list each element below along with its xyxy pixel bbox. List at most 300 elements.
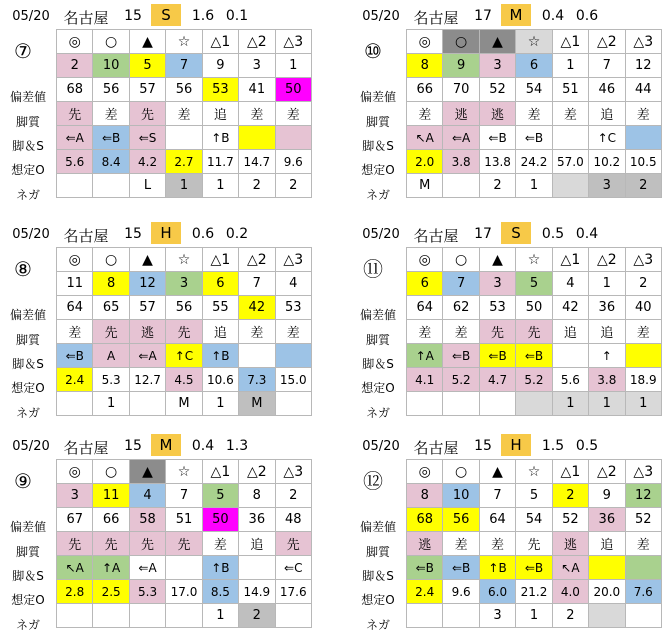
legs-cell <box>166 126 202 150</box>
running-style-cell: 逃 <box>479 102 515 126</box>
row-label: 脚＆S <box>362 569 394 583</box>
race-venue: 名古屋 <box>63 227 109 245</box>
row-label: 偏差値 <box>9 520 46 534</box>
running-style-cell: 差 <box>275 320 311 344</box>
odds-cell: 13.8 <box>479 150 515 174</box>
deviation-cell: 65 <box>93 296 129 320</box>
running-style-cell: 追 <box>239 532 275 556</box>
nega-cell <box>443 392 479 416</box>
grid-row <box>407 54 662 78</box>
running-style-cell: 追 <box>202 320 238 344</box>
grid-row <box>57 508 312 532</box>
mark-cell: △1 <box>552 460 588 484</box>
mark-cell: △3 <box>625 248 661 272</box>
row-label: 偏差値 <box>359 308 396 322</box>
mark-cell: ▲ <box>129 248 165 272</box>
nega-cell <box>275 392 311 416</box>
nega-cell <box>407 604 443 628</box>
running-style-cell: 差 <box>552 102 588 126</box>
race-header <box>350 220 662 246</box>
grid-row <box>57 150 312 174</box>
runner-count: 15 <box>124 226 142 242</box>
grid-row <box>57 78 312 102</box>
deviation-cell: 54 <box>516 78 552 102</box>
grid-row <box>407 320 662 344</box>
race-date: 05/20 <box>12 439 50 454</box>
running-style-cell: 先 <box>516 532 552 556</box>
deviation-cell: 42 <box>239 296 275 320</box>
race-grade: H <box>151 222 181 244</box>
legs-cell: ⇐B <box>516 126 552 150</box>
deviation-cell: 41 <box>239 78 275 102</box>
running-style-cell: 追 <box>552 320 588 344</box>
grid-row <box>57 248 312 272</box>
race-value-1: 0.5 <box>541 226 565 242</box>
horse-number-cell: 9 <box>589 484 625 508</box>
deviation-cell: 52 <box>479 78 515 102</box>
grid-row <box>407 78 662 102</box>
odds-cell: 5.3 <box>129 580 165 604</box>
race-value-1: 1.5 <box>541 438 565 454</box>
running-style-cell: 追 <box>589 102 625 126</box>
race-grade: M <box>501 4 531 26</box>
mark-cell: ☆ <box>516 30 552 54</box>
horse-number-cell: 9 <box>202 54 238 78</box>
nega-cell: 1 <box>166 174 202 198</box>
nega-cell: 2 <box>275 174 311 198</box>
grid-row <box>407 532 662 556</box>
race-value-2: 0.5 <box>575 438 599 454</box>
odds-cell: 11.7 <box>202 150 238 174</box>
race-venue: 名古屋 <box>63 9 109 27</box>
race-number: ⑦ <box>14 39 32 63</box>
race-number: ⑪ <box>363 257 383 281</box>
horse-number-cell: 7 <box>479 484 515 508</box>
mark-cell: △3 <box>625 30 661 54</box>
legs-cell <box>275 126 311 150</box>
horse-number-cell: 3 <box>57 484 93 508</box>
odds-cell: 4.1 <box>407 368 443 392</box>
legs-cell: ↑C <box>166 344 202 368</box>
grid-row <box>407 174 662 198</box>
legs-cell <box>239 344 275 368</box>
grid-row <box>407 150 662 174</box>
mark-cell: ◎ <box>407 248 443 272</box>
runner-count: 17 <box>474 226 492 242</box>
nega-cell: 2 <box>479 174 515 198</box>
race-number: ⑨ <box>14 469 32 493</box>
grid-row <box>57 126 312 150</box>
nega-cell: 2 <box>239 174 275 198</box>
legs-cell <box>552 344 588 368</box>
race-value-1: 1.6 <box>191 8 215 24</box>
runner-count: 17 <box>474 8 492 24</box>
nega-cell <box>93 604 129 628</box>
row-label: 想定O <box>361 381 395 395</box>
legs-cell: ⇐B <box>516 344 552 368</box>
mark-cell: △2 <box>239 30 275 54</box>
race-header <box>350 432 662 458</box>
nega-cell: 1 <box>93 392 129 416</box>
grid-row <box>407 556 662 580</box>
row-label: 脚＆S <box>362 139 394 153</box>
running-style-cell: 追 <box>589 532 625 556</box>
legs-cell: ⇐B <box>479 344 515 368</box>
horse-number-cell: 9 <box>443 54 479 78</box>
mark-cell: ◎ <box>407 460 443 484</box>
running-style-cell: 差 <box>202 532 238 556</box>
mark-cell: ▲ <box>479 30 515 54</box>
legs-cell: ↑B <box>479 556 515 580</box>
horse-number-cell: 7 <box>166 54 202 78</box>
horse-number-cell: 10 <box>93 54 129 78</box>
race-panel <box>0 220 312 425</box>
nega-cell <box>407 392 443 416</box>
deviation-cell: 42 <box>552 296 588 320</box>
odds-cell: 4.2 <box>129 150 165 174</box>
horse-number-cell: 8 <box>407 484 443 508</box>
deviation-cell: 46 <box>589 78 625 102</box>
deviation-cell: 70 <box>443 78 479 102</box>
row-label: 偏差値 <box>9 308 46 322</box>
deviation-cell: 44 <box>625 78 661 102</box>
running-style-cell: 差 <box>479 532 515 556</box>
row-label: 想定O <box>11 381 45 395</box>
legs-cell: ⇐B <box>407 556 443 580</box>
running-style-cell: 逃 <box>129 320 165 344</box>
mark-cell: ▲ <box>479 460 515 484</box>
odds-cell: 10.5 <box>625 150 661 174</box>
row-label: 偏差値 <box>9 90 46 104</box>
deviation-cell: 68 <box>407 508 443 532</box>
running-style-cell: 差 <box>57 320 93 344</box>
deviation-cell: 64 <box>479 508 515 532</box>
grid-row <box>57 392 312 416</box>
horse-number-cell: 3 <box>239 54 275 78</box>
race-grade: S <box>151 4 181 26</box>
race-value-2: 1.3 <box>225 438 249 454</box>
running-style-cell: 逃 <box>552 532 588 556</box>
grid-row <box>57 604 312 628</box>
mark-cell: △3 <box>275 248 311 272</box>
row-label: ネガ <box>365 406 390 420</box>
nega-cell <box>129 392 165 416</box>
mark-cell: ◎ <box>57 30 93 54</box>
deviation-cell: 51 <box>166 508 202 532</box>
deviation-cell: 56 <box>443 508 479 532</box>
running-style-cell: 先 <box>275 532 311 556</box>
mark-cell: ○ <box>93 30 129 54</box>
deviation-cell: 50 <box>202 508 238 532</box>
mark-cell: △2 <box>589 248 625 272</box>
deviation-cell: 36 <box>589 296 625 320</box>
nega-cell <box>93 174 129 198</box>
nega-cell: M <box>166 392 202 416</box>
legs-cell: ↖A <box>552 556 588 580</box>
horse-number-cell: 4 <box>129 484 165 508</box>
grid-row <box>57 460 312 484</box>
nega-cell: L <box>129 174 165 198</box>
nega-cell <box>275 604 311 628</box>
grid-row <box>407 296 662 320</box>
deviation-cell: 52 <box>625 508 661 532</box>
deviation-cell: 57 <box>129 78 165 102</box>
mark-cell: △3 <box>275 30 311 54</box>
deviation-cell: 48 <box>275 508 311 532</box>
mark-cell: △2 <box>589 30 625 54</box>
grid-row <box>407 580 662 604</box>
row-label: 脚質 <box>365 115 390 129</box>
running-style-cell: 先 <box>166 320 202 344</box>
horse-number-cell: 1 <box>589 272 625 296</box>
race-grid <box>56 247 312 416</box>
deviation-cell: 58 <box>129 508 165 532</box>
race-panel <box>350 2 662 207</box>
mark-cell: △1 <box>202 30 238 54</box>
horse-number-cell: 7 <box>443 272 479 296</box>
grid-row <box>407 368 662 392</box>
odds-cell: 9.6 <box>443 580 479 604</box>
odds-cell: 24.2 <box>516 150 552 174</box>
row-label: ネガ <box>15 188 40 202</box>
row-label: 脚質 <box>15 545 40 559</box>
grid-row <box>57 320 312 344</box>
row-label: 脚質 <box>365 333 390 347</box>
horse-number-cell: 7 <box>166 484 202 508</box>
running-style-cell: 先 <box>93 320 129 344</box>
row-label: 脚＆S <box>12 139 44 153</box>
race-header <box>0 2 312 28</box>
grid-row <box>57 580 312 604</box>
deviation-cell: 62 <box>443 296 479 320</box>
grid-row <box>407 392 662 416</box>
mark-cell: ☆ <box>166 460 202 484</box>
running-style-cell: 先 <box>129 102 165 126</box>
legs-cell <box>625 556 661 580</box>
race-date: 05/20 <box>12 227 50 242</box>
horse-number-cell: 2 <box>57 54 93 78</box>
mark-cell: △2 <box>239 248 275 272</box>
nega-cell <box>443 604 479 628</box>
deviation-cell: 56 <box>93 78 129 102</box>
legs-cell: ⇐B <box>479 126 515 150</box>
nega-cell: 1 <box>589 392 625 416</box>
row-label: ネガ <box>15 406 40 420</box>
horse-number-cell: 12 <box>625 484 661 508</box>
mark-cell: ☆ <box>166 30 202 54</box>
grid-row <box>407 460 662 484</box>
horse-number-cell: 1 <box>275 54 311 78</box>
running-style-cell: 先 <box>166 532 202 556</box>
race-number: ⑫ <box>363 469 383 493</box>
horse-number-cell: 10 <box>443 484 479 508</box>
grid-row <box>407 508 662 532</box>
race-date: 05/20 <box>362 227 400 242</box>
horse-number-cell: 5 <box>129 54 165 78</box>
deviation-cell: 36 <box>589 508 625 532</box>
nega-cell <box>552 174 588 198</box>
odds-cell: 2.4 <box>407 580 443 604</box>
race-panel <box>350 220 662 425</box>
grid-row <box>407 30 662 54</box>
horse-number-cell: 6 <box>516 54 552 78</box>
running-style-cell: 先 <box>516 320 552 344</box>
odds-cell: 20.0 <box>589 580 625 604</box>
deviation-cell: 66 <box>407 78 443 102</box>
deviation-cell: 54 <box>516 508 552 532</box>
legs-cell <box>239 556 275 580</box>
horse-number-cell: 4 <box>552 272 588 296</box>
row-label: 想定O <box>361 593 395 607</box>
horse-number-cell: 3 <box>479 54 515 78</box>
grid-row <box>57 102 312 126</box>
race-value-2: 0.4 <box>575 226 599 242</box>
mark-cell: △1 <box>202 248 238 272</box>
odds-cell: 2.7 <box>166 150 202 174</box>
race-header <box>0 220 312 246</box>
race-date: 05/20 <box>362 9 400 24</box>
nega-cell: 1 <box>516 174 552 198</box>
nega-cell: 1 <box>625 392 661 416</box>
race-date: 05/20 <box>362 439 400 454</box>
nega-cell: M <box>407 174 443 198</box>
running-style-cell: 差 <box>407 102 443 126</box>
running-style-cell: 先 <box>129 532 165 556</box>
odds-cell: 3.8 <box>589 368 625 392</box>
running-style-cell: 差 <box>239 320 275 344</box>
odds-cell: 3.8 <box>443 150 479 174</box>
mark-cell: ○ <box>443 460 479 484</box>
deviation-cell: 50 <box>275 78 311 102</box>
running-style-cell: 逃 <box>443 102 479 126</box>
mark-cell: ☆ <box>516 248 552 272</box>
race-value-1: 0.4 <box>541 8 565 24</box>
odds-cell: 4.0 <box>552 580 588 604</box>
running-style-cell: 先 <box>57 102 93 126</box>
race-header <box>350 2 662 28</box>
race-header <box>0 432 312 458</box>
grid-row <box>57 30 312 54</box>
row-label: 偏差値 <box>359 520 396 534</box>
legs-cell: ↖A <box>57 556 93 580</box>
grid-row <box>57 174 312 198</box>
nega-cell: 2 <box>552 604 588 628</box>
running-style-cell: 逃 <box>407 532 443 556</box>
horse-number-cell: 1 <box>552 54 588 78</box>
race-venue: 名古屋 <box>413 439 459 457</box>
mark-cell: △3 <box>275 460 311 484</box>
running-style-cell: 追 <box>202 102 238 126</box>
legs-cell: ↑ <box>589 344 625 368</box>
mark-cell: ○ <box>93 460 129 484</box>
grid-row <box>407 604 662 628</box>
horse-number-cell: 3 <box>479 272 515 296</box>
row-label: ネガ <box>365 188 390 202</box>
race-grid <box>56 459 312 628</box>
odds-cell: 2.5 <box>93 580 129 604</box>
odds-cell: 21.2 <box>516 580 552 604</box>
race-value-2: 0.1 <box>225 8 249 24</box>
race-venue: 名古屋 <box>413 227 459 245</box>
horse-number-cell: 4 <box>275 272 311 296</box>
race-panel <box>350 432 662 637</box>
deviation-cell: 68 <box>57 78 93 102</box>
race-grade: S <box>501 222 531 244</box>
horse-number-cell: 8 <box>93 272 129 296</box>
mark-cell: △2 <box>589 460 625 484</box>
row-label: 脚質 <box>15 333 40 347</box>
nega-cell: 1 <box>202 174 238 198</box>
running-style-cell: 差 <box>166 102 202 126</box>
horse-number-cell: 6 <box>202 272 238 296</box>
running-style-cell: 差 <box>625 532 661 556</box>
runner-count: 15 <box>124 438 142 454</box>
grid-row <box>57 484 312 508</box>
odds-cell: 4.5 <box>166 368 202 392</box>
running-style-cell: 差 <box>93 102 129 126</box>
grid-row <box>57 344 312 368</box>
odds-cell: 9.6 <box>275 150 311 174</box>
odds-cell: 2.4 <box>57 368 93 392</box>
grid-row <box>407 248 662 272</box>
grid-row <box>57 54 312 78</box>
legs-cell: ⇐B <box>443 556 479 580</box>
odds-cell: 4.7 <box>479 368 515 392</box>
mark-cell: ▲ <box>129 460 165 484</box>
horse-number-cell: 11 <box>57 272 93 296</box>
grid-row <box>57 296 312 320</box>
running-style-cell: 差 <box>625 102 661 126</box>
legs-cell: ↑A <box>407 344 443 368</box>
legs-cell: ⇐B <box>516 556 552 580</box>
running-style-cell: 追 <box>589 320 625 344</box>
deviation-cell: 56 <box>166 78 202 102</box>
running-style-cell: 差 <box>516 102 552 126</box>
odds-cell: 5.6 <box>552 368 588 392</box>
deviation-cell: 51 <box>552 78 588 102</box>
row-label: 脚質 <box>365 545 390 559</box>
odds-cell: 7.3 <box>239 368 275 392</box>
legs-cell: ⇐A <box>129 556 165 580</box>
running-style-cell: 差 <box>407 320 443 344</box>
grid-row <box>57 532 312 556</box>
mark-cell: ☆ <box>516 460 552 484</box>
nega-cell: 2 <box>625 174 661 198</box>
mark-cell: ○ <box>93 248 129 272</box>
row-label: ネガ <box>365 618 390 632</box>
row-label: 脚＆S <box>12 569 44 583</box>
grid-row <box>407 102 662 126</box>
deviation-cell: 36 <box>239 508 275 532</box>
odds-cell: 18.9 <box>625 368 661 392</box>
legs-cell: ⇐B <box>93 126 129 150</box>
horse-number-cell: 5 <box>516 484 552 508</box>
mark-cell: ▲ <box>479 248 515 272</box>
running-style-cell: 先 <box>93 532 129 556</box>
deviation-cell: 66 <box>93 508 129 532</box>
odds-cell: 57.0 <box>552 150 588 174</box>
nega-cell <box>57 174 93 198</box>
row-label: 脚＆S <box>362 357 394 371</box>
deviation-cell: 53 <box>479 296 515 320</box>
legs-cell <box>589 556 625 580</box>
horse-number-cell: 8 <box>239 484 275 508</box>
deviation-cell: 40 <box>625 296 661 320</box>
grid-row <box>407 272 662 296</box>
odds-cell: 6.0 <box>479 580 515 604</box>
race-grade: H <box>501 434 531 456</box>
odds-cell: 12.7 <box>129 368 165 392</box>
